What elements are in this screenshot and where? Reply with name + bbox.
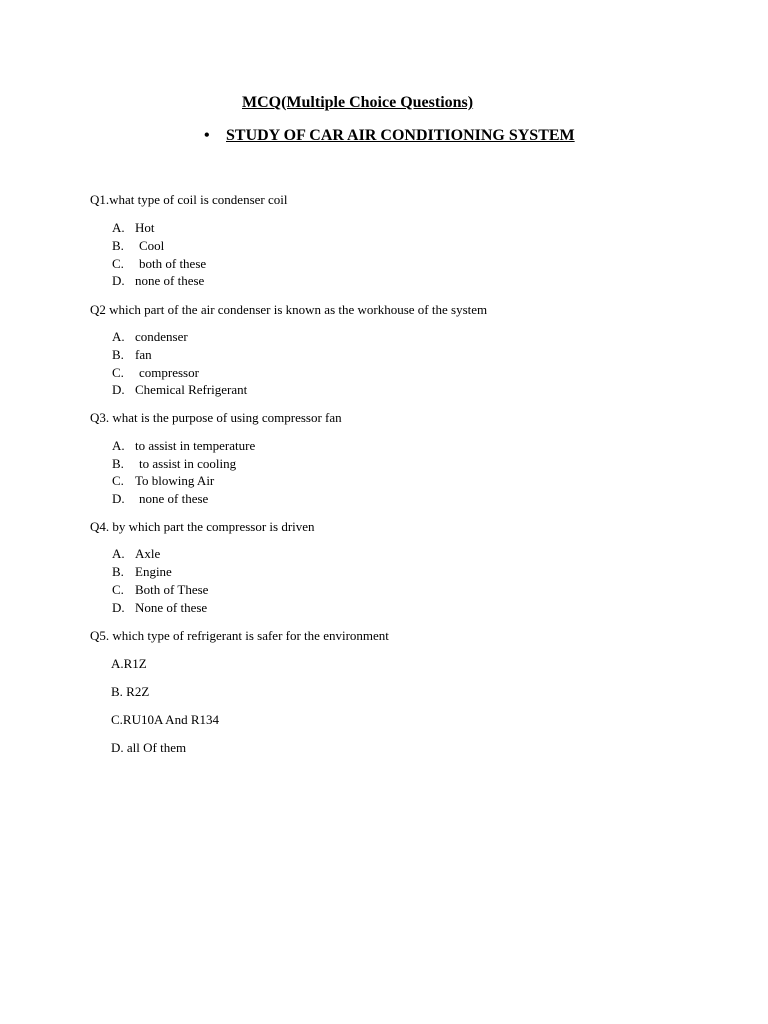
option-letter: D. bbox=[112, 273, 125, 288]
option-letter: B. bbox=[112, 456, 124, 471]
question-1-option-c bbox=[112, 256, 206, 272]
option-letter: C. bbox=[112, 256, 124, 271]
bullet-icon: • bbox=[204, 127, 210, 144]
option-letter: A. bbox=[112, 546, 125, 561]
question-4: Q4. by which part the compressor is driven bbox=[90, 519, 315, 534]
page-title: MCQ(Multiple Choice Questions) bbox=[242, 94, 474, 111]
option-text: none of these bbox=[135, 273, 205, 288]
question-2-option-a bbox=[112, 329, 188, 345]
option-text: to assist in cooling bbox=[139, 456, 237, 471]
question-1-option-a bbox=[112, 220, 155, 236]
option-text: To blowing Air bbox=[135, 473, 215, 488]
option-letter: A. bbox=[112, 329, 125, 344]
option-text: none of these bbox=[139, 491, 209, 506]
question-5-option-a: A.R1Z bbox=[111, 656, 147, 671]
question-1: Q1.what type of coil is condenser coil bbox=[90, 192, 288, 207]
option-text: Cool bbox=[139, 238, 165, 253]
question-5-option-b: B. R2Z bbox=[111, 684, 150, 699]
question-3-option-b bbox=[112, 456, 236, 472]
question-5-option-c: C.RU10A And R134 bbox=[111, 712, 219, 727]
option-text: Chemical Refrigerant bbox=[135, 382, 248, 397]
option-text: compressor bbox=[139, 365, 199, 380]
option-text: Axle bbox=[135, 546, 161, 561]
option-text: both of these bbox=[139, 256, 207, 271]
question-5-option-d: D. all Of them bbox=[111, 740, 187, 755]
question-2-option-d bbox=[112, 382, 247, 398]
option-text: condenser bbox=[135, 329, 188, 344]
option-text: Both of These bbox=[135, 582, 209, 597]
question-4-option-c bbox=[112, 582, 208, 598]
option-letter: A. bbox=[112, 438, 125, 453]
option-letter: D. bbox=[112, 382, 125, 397]
option-text: fan bbox=[135, 347, 152, 362]
option-text: None of these bbox=[135, 600, 208, 615]
option-text: to assist in temperature bbox=[135, 438, 256, 453]
option-letter: B. bbox=[112, 347, 124, 362]
question-2: Q2 which part of the air condenser is known as the workhouse of the system bbox=[90, 302, 488, 317]
question-1-option-d bbox=[112, 273, 204, 289]
question-3-option-c bbox=[112, 473, 214, 489]
option-letter: C. bbox=[112, 582, 124, 597]
question-4-option-d bbox=[112, 600, 207, 616]
option-letter: B. bbox=[112, 238, 124, 253]
question-1-option-b bbox=[112, 238, 164, 254]
option-letter: B. bbox=[112, 564, 124, 579]
question-3-option-a bbox=[112, 438, 255, 454]
question-4-option-b bbox=[112, 564, 172, 580]
option-text: Engine bbox=[135, 564, 172, 579]
option-letter: D. bbox=[112, 491, 125, 506]
question-2-option-b bbox=[112, 347, 152, 363]
option-letter: D. bbox=[112, 600, 125, 615]
option-letter: C. bbox=[112, 365, 124, 380]
section-heading-text: STUDY OF CAR AIR CONDITIONING SYSTEM bbox=[226, 127, 575, 144]
section-heading bbox=[204, 127, 575, 145]
option-letter: C. bbox=[112, 473, 124, 488]
option-letter: A. bbox=[112, 220, 125, 235]
question-2-option-c bbox=[112, 365, 199, 381]
question-4-option-a bbox=[112, 546, 160, 562]
question-5: Q5. which type of refrigerant is safer for the environment bbox=[90, 628, 389, 643]
question-3: Q3. what is the purpose of using compressor fan bbox=[90, 410, 342, 425]
question-3-option-d bbox=[112, 491, 208, 507]
option-text: Hot bbox=[135, 220, 155, 235]
